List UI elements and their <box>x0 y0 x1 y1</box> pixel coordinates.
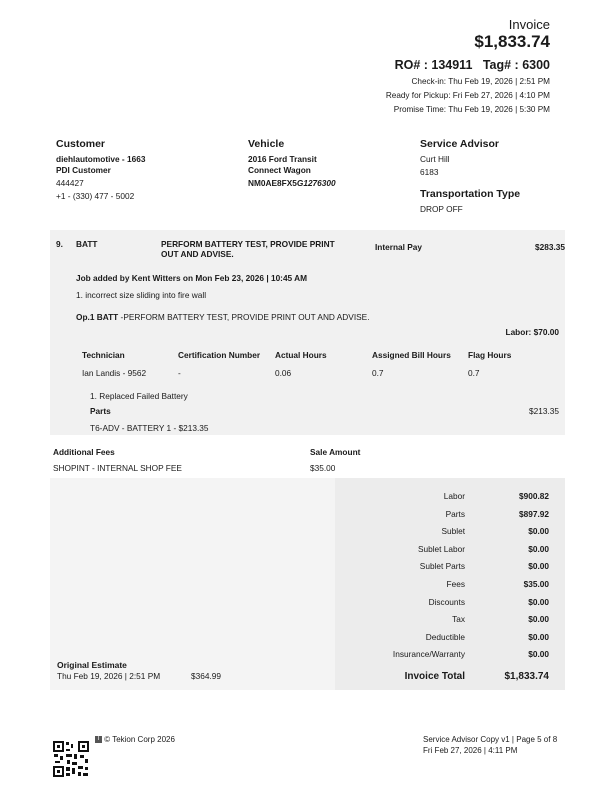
operation-line <box>76 312 370 322</box>
part-line: T6-ADV - BATTERY 1 - $213.35 <box>90 423 209 433</box>
copyright-text: © Tekion Corp 2026 <box>104 735 175 744</box>
total-label-discounts: Discounts <box>428 597 465 607</box>
total-value-insurance: $0.00 <box>528 649 549 659</box>
estimate-amount: $364.99 <box>191 671 221 681</box>
vehicle-vin <box>248 178 336 189</box>
parts-amount: $213.35 <box>529 406 559 416</box>
total-value-sublet-labor: $0.00 <box>528 544 549 554</box>
op-code: Op.1 BATT <box>76 312 119 322</box>
job-section <box>50 230 565 435</box>
labor-amount: Labor: $70.00 <box>505 327 559 337</box>
job-amount: $283.35 <box>535 242 565 252</box>
invoice-total-header: $1,833.74 <box>474 32 550 51</box>
qr-code <box>52 740 90 778</box>
correction-note: 1. Replaced Failed Battery <box>90 391 188 401</box>
total-label-tax: Tax <box>452 614 465 624</box>
copyright <box>95 735 175 744</box>
vehicle-block <box>248 138 336 189</box>
tech-header-actual-hours: Actual Hours <box>275 350 327 360</box>
tech-flag-hours: 0.7 <box>468 368 480 378</box>
total-label-sublet-parts: Sublet Parts <box>419 561 465 571</box>
invoice-total-label: Invoice Total <box>404 671 465 682</box>
ro-label: RO# <box>394 58 421 72</box>
customer-block <box>56 138 145 202</box>
total-label-insurance: Insurance/Warranty <box>392 649 465 659</box>
job-description: PERFORM BATTERY TEST, PROVIDE PRINT OUT AND ADVISE. <box>161 239 335 259</box>
job-number: 9. <box>56 239 63 249</box>
ro-number: 134911 <box>431 58 473 72</box>
total-label-deductible: Deductible <box>425 632 465 642</box>
advisor-id: 6183 <box>420 167 439 177</box>
tech-header-flag-hours: Flag Hours <box>468 350 512 360</box>
fee-amount: $35.00 <box>310 463 336 473</box>
transport-heading: Transportation Type <box>420 188 521 200</box>
advisor-heading: Service Advisor <box>420 138 499 150</box>
total-value-deductible: $0.00 <box>528 632 549 642</box>
customer-phone: +1 - (330) 477 - 5002 <box>56 191 135 201</box>
job-pay-type: Internal Pay <box>375 242 423 252</box>
total-value-discounts: $0.00 <box>528 597 549 607</box>
checkin-time: Check-in: Thu Feb 19, 2026 | 2:51 PM <box>411 77 550 86</box>
ready-time: Ready for Pickup: Fri Feb 27, 2026 | 4:10 PM <box>385 91 550 100</box>
ro-tag-line: RO# : 134911 Tag# : 6300 <box>394 58 550 72</box>
job-code: BATT <box>76 239 98 249</box>
invoice-title: Invoice <box>508 17 550 32</box>
vin-suffix: G1276300 <box>296 178 336 188</box>
tech-certification: - <box>178 368 181 378</box>
total-value-parts: $897.92 <box>519 509 549 519</box>
total-value-labor: $900.82 <box>519 491 549 501</box>
total-label-sublet: Sublet <box>441 526 465 536</box>
tech-actual-hours: 0.06 <box>275 368 292 378</box>
fee-name: SHOPINT - INTERNAL SHOP FEE <box>53 463 182 473</box>
parts-heading: Parts <box>90 406 111 416</box>
vehicle-heading: Vehicle <box>248 138 285 150</box>
advisor-block <box>420 138 520 215</box>
vehicle-body: Connect Wagon <box>248 165 311 175</box>
estimate-date: Thu Feb 19, 2026 | 2:51 PM <box>57 671 161 681</box>
job-concern: 1. incorrect size sliding into fire wall <box>76 290 207 300</box>
total-value-sublet: $0.00 <box>528 526 549 536</box>
invoice-total-value: $1,833.74 <box>504 671 549 682</box>
vin-prefix: NM0AE8FX5 <box>248 178 297 188</box>
tag-number: 6300 <box>522 58 550 72</box>
tekion-logo-icon: T <box>96 736 101 743</box>
customer-heading: Customer <box>56 138 106 150</box>
print-time: Fri Feb 27, 2026 | 4:11 PM <box>423 746 518 755</box>
vehicle-model: 2016 Ford Transit <box>248 154 317 164</box>
advisor-name: Curt Hill <box>420 154 450 164</box>
estimate-heading: Original Estimate <box>57 660 127 670</box>
customer-id: 444427 <box>56 178 84 188</box>
total-label-sublet-labor: Sublet Labor <box>417 544 465 554</box>
total-value-fees: $35.00 <box>523 579 549 589</box>
tech-header-certification: Certification Number <box>178 350 261 360</box>
fees-amount-heading: Sale Amount <box>310 447 361 457</box>
fees-heading: Additional Fees <box>53 447 115 457</box>
tech-name: Ian Landis - 9562 <box>82 368 147 378</box>
total-value-tax: $0.00 <box>528 614 549 624</box>
op-description: -PERFORM BATTERY TEST, PROVIDE PRINT OUT AND ADVISE. <box>118 312 370 322</box>
promise-time: Promise Time: Thu Feb 19, 2026 | 5:30 PM <box>393 105 550 114</box>
transport-type: DROP OFF <box>420 204 463 214</box>
total-value-sublet-parts: $0.00 <box>528 561 549 571</box>
customer-type: PDI Customer <box>56 165 111 175</box>
tech-bill-hours: 0.7 <box>372 368 384 378</box>
total-label-fees: Fees <box>446 579 465 589</box>
total-label-parts: Parts <box>445 509 465 519</box>
job-added-by: Job added by Kent Witters on Mon Feb 23, 2026 | 10:45 AM <box>76 273 308 283</box>
tech-header-technician: Technician <box>82 350 125 360</box>
tag-label: Tag# <box>482 58 512 72</box>
copy-info: Service Advisor Copy v1 | Page 5 of 8 <box>423 735 558 744</box>
tech-header-bill-hours: Assigned Bill Hours <box>372 350 451 360</box>
customer-name: diehlautomotive - 1663 <box>56 154 146 164</box>
total-label-labor: Labor <box>443 491 465 501</box>
